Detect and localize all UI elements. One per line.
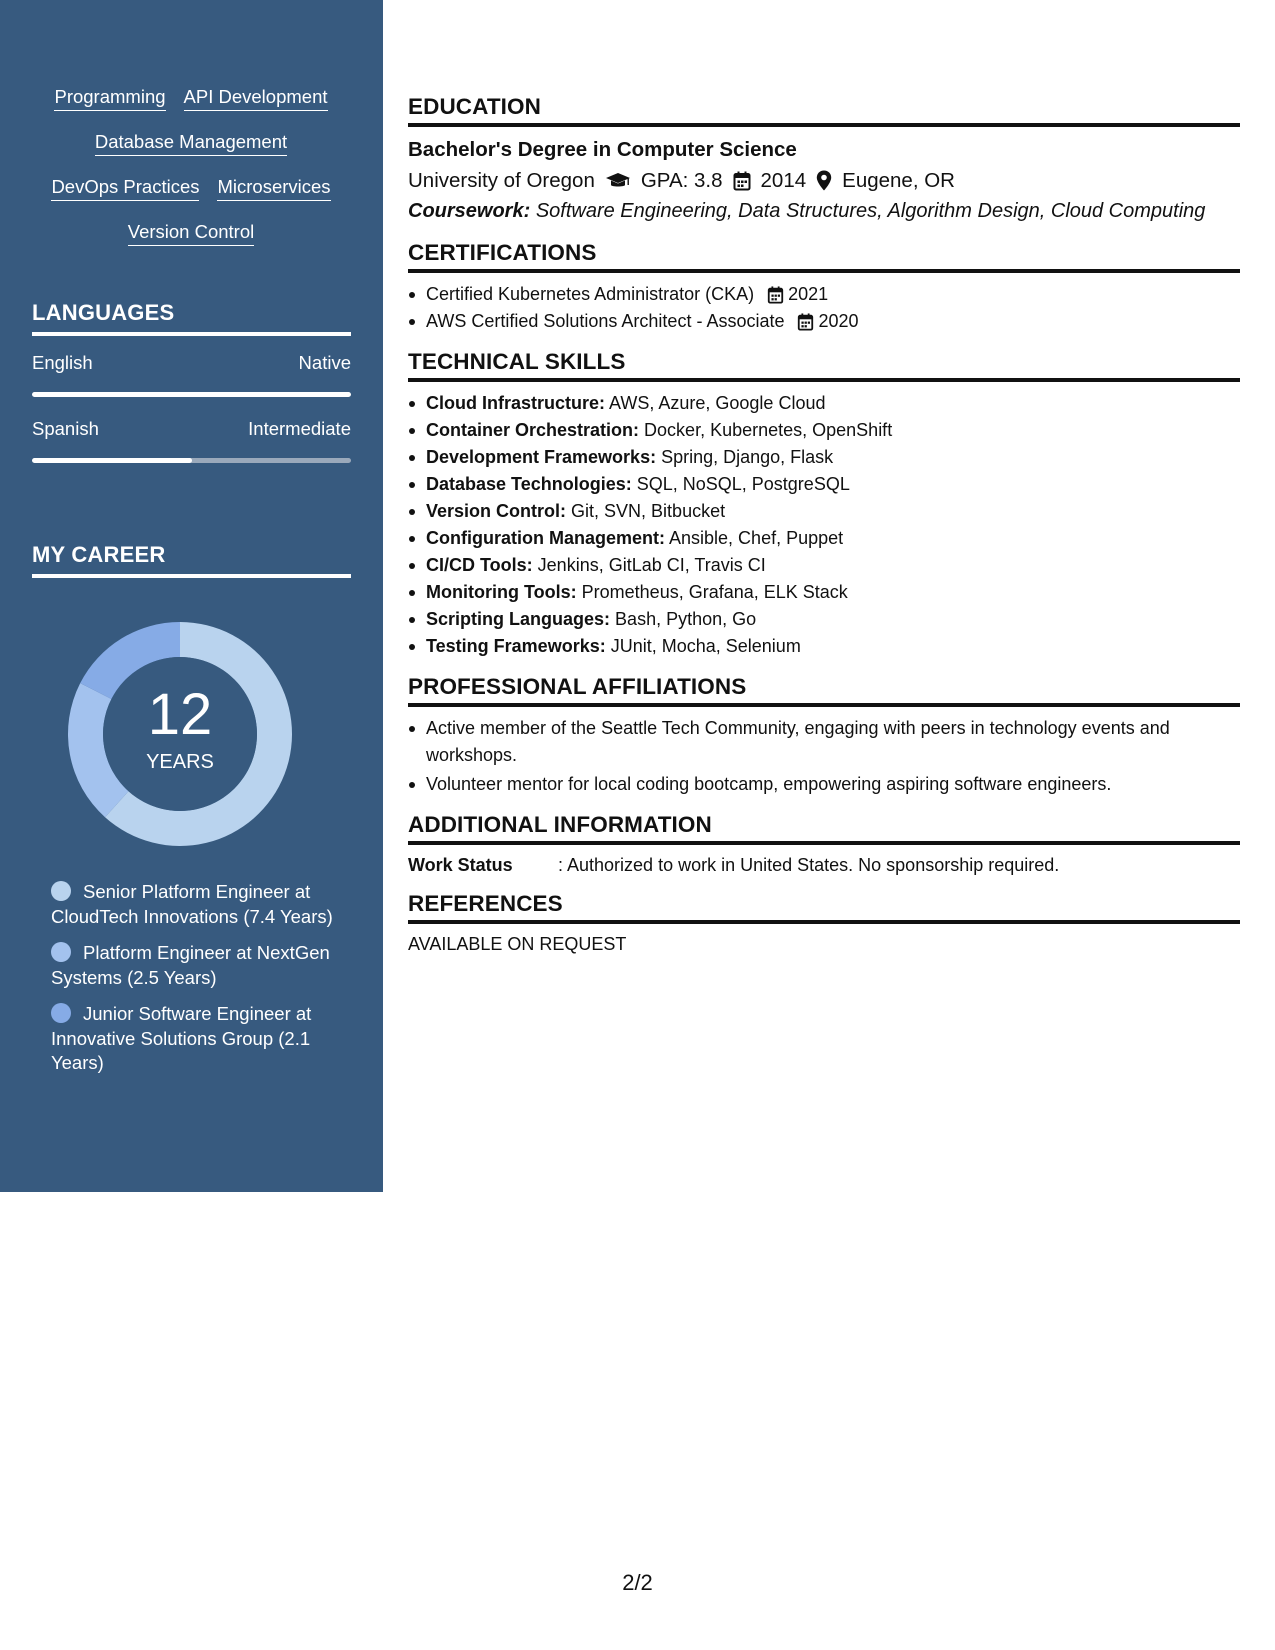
career-item-text: Platform Engineer at NextGen Systems (2.5 Years) (51, 942, 330, 988)
calendar-icon (733, 171, 751, 191)
language-row (32, 418, 351, 444)
additional-info-section (408, 812, 1240, 877)
technical-skills-section (408, 349, 1240, 660)
technical-skill-value: SQL, NoSQL, PostgreSQL (636, 474, 850, 494)
career-item (51, 1002, 351, 1076)
career-donut-chart (66, 620, 294, 848)
technical-skill-label: Scripting Languages: (426, 609, 611, 629)
technical-skill-label: Version Control: (426, 501, 567, 521)
calendar-icon (797, 313, 814, 331)
technical-skill-value: Docker, Kubernetes, OpenShift (644, 420, 893, 440)
coursework-list: Software Engineering, Data Structures, Algorithm Design, Cloud Computing (535, 200, 1206, 222)
skill-tag: DevOps Practices (51, 176, 199, 201)
language-name: Spanish (32, 418, 99, 439)
technical-skill-item (426, 498, 1240, 525)
languages-heading: LANGUAGES (32, 300, 351, 336)
location-pin-icon (816, 170, 832, 191)
career-list (51, 880, 351, 1088)
career-legend-dot (51, 942, 71, 962)
references-section (408, 891, 1240, 956)
affiliations-list (408, 715, 1240, 798)
language-item (32, 352, 351, 397)
main-content (408, 94, 1240, 970)
technical-skill-label: Database Technologies: (426, 474, 632, 494)
technical-skill-item (426, 579, 1240, 606)
technical-skill-value: Prometheus, Grafana, ELK Stack (581, 582, 848, 602)
career-heading: MY CAREER (32, 542, 351, 578)
coursework (408, 196, 1240, 226)
skill-tag-row (32, 176, 350, 221)
affiliations-heading: PROFESSIONAL AFFILIATIONS (408, 674, 1240, 707)
location: Eugene, OR (842, 169, 955, 192)
skill-tag-row (32, 131, 350, 176)
certifications-section (408, 240, 1240, 335)
skill-tag: Database Management (95, 131, 287, 156)
sidebar (0, 0, 383, 1192)
certification-item (426, 308, 1240, 335)
language-row (32, 352, 351, 378)
technical-skill-value: Git, SVN, Bitbucket (571, 501, 726, 521)
education-heading: EDUCATION (408, 94, 1240, 127)
skill-tag: API Development (184, 86, 328, 111)
technical-skill-item (426, 633, 1240, 660)
work-status-label: Work Status (408, 855, 513, 875)
technical-skill-value: Jenkins, GitLab CI, Travis CI (537, 555, 766, 575)
additional-info-heading: ADDITIONAL INFORMATION (408, 812, 1240, 845)
language-level: Native (298, 352, 351, 373)
language-proficiency-fill (32, 458, 192, 463)
skill-tag-row (32, 221, 350, 266)
references-text: AVAILABLE ON REQUEST (408, 934, 627, 954)
career-item (51, 880, 351, 929)
language-level: Intermediate (248, 418, 351, 439)
career-legend-dot (51, 881, 71, 901)
career-legend-dot (51, 1003, 71, 1023)
education-section (408, 94, 1240, 226)
graduation-year: 2014 (760, 169, 807, 192)
certification-year: 2020 (818, 311, 859, 331)
certification-year: 2021 (788, 284, 829, 304)
page-number: 2/2 (622, 1570, 653, 1595)
technical-skill-item (426, 444, 1240, 471)
affiliations-section (408, 674, 1240, 798)
technical-skill-label: Testing Frameworks: (426, 636, 606, 656)
skill-tag-row (32, 86, 350, 131)
technical-skill-label: CI/CD Tools: (426, 555, 533, 575)
calendar-icon (767, 286, 784, 304)
career-total-number: 12 (147, 682, 213, 747)
gpa: GPA: 3.8 (640, 169, 723, 192)
certifications-list (408, 281, 1240, 335)
career-item-text: Senior Platform Engineer at CloudTech Innovations (7.4 Years) (51, 881, 333, 927)
technical-skill-value: JUnit, Mocha, Selenium (610, 636, 801, 656)
technical-skill-label: Container Orchestration: (426, 420, 640, 440)
technical-skill-item (426, 471, 1240, 498)
language-proficiency-bar (32, 458, 351, 463)
skill-tag: Microservices (217, 176, 330, 201)
career-item (51, 941, 351, 990)
technical-skill-label: Configuration Management: (426, 528, 665, 548)
language-item (32, 418, 351, 463)
technical-skill-label: Monitoring Tools: (426, 582, 577, 602)
technical-skill-item (426, 525, 1240, 552)
certifications-heading: CERTIFICATIONS (408, 240, 1240, 273)
skill-tag: Programming (54, 86, 165, 111)
technical-skills-list (408, 390, 1240, 660)
affiliation-item: Active member of the Seattle Tech Community, engaging with peers in technology events and workshops. (426, 715, 1240, 769)
coursework-label: Coursework: (408, 200, 531, 222)
language-proficiency-fill (32, 392, 351, 397)
technical-skill-item (426, 552, 1240, 579)
technical-skill-label: Development Frameworks: (426, 447, 657, 467)
affiliation-item: Volunteer mentor for local coding bootcamp, empowering aspiring software engineers. (426, 771, 1240, 798)
certification-name: Certified Kubernetes Administrator (CKA) (426, 284, 755, 304)
career-item-text: Junior Software Engineer at Innovative Solutions Group (2.1 Years) (51, 1003, 312, 1073)
skill-tag: Version Control (128, 221, 254, 246)
skills-tags (32, 86, 350, 266)
certification-item (426, 281, 1240, 308)
work-status (408, 853, 1240, 877)
education-meta (408, 165, 1240, 196)
work-status-value: : Authorized to work in United States. No sponsorship required. (558, 855, 1060, 875)
technical-skill-item (426, 390, 1240, 417)
language-name: English (32, 352, 93, 373)
graduation-cap-icon (605, 172, 631, 190)
school-name: University of Oregon (408, 169, 595, 192)
language-proficiency-bar (32, 392, 351, 397)
technical-skills-heading: TECHNICAL SKILLS (408, 349, 1240, 382)
technical-skill-label: Cloud Infrastructure: (426, 393, 606, 413)
references-heading: REFERENCES (408, 891, 1240, 924)
degree-title: Bachelor's Degree in Computer Science (408, 138, 797, 161)
technical-skill-value: Ansible, Chef, Puppet (669, 528, 844, 548)
technical-skill-item (426, 606, 1240, 633)
technical-skill-value: Bash, Python, Go (615, 609, 757, 629)
technical-skill-value: Spring, Django, Flask (661, 447, 834, 467)
career-total-unit: YEARS (146, 751, 214, 773)
technical-skill-value: AWS, Azure, Google Cloud (609, 393, 826, 413)
technical-skill-item (426, 417, 1240, 444)
certification-name: AWS Certified Solutions Architect - Associate (426, 311, 785, 331)
